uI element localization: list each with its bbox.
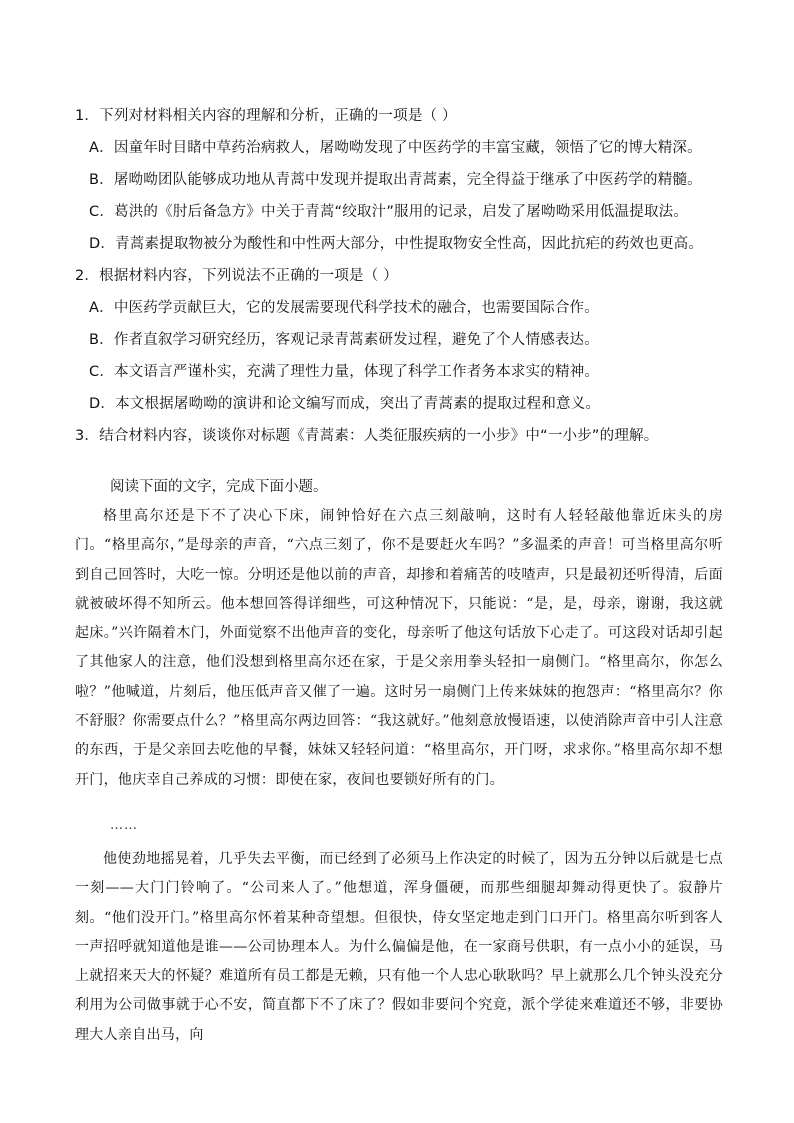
question-1 xyxy=(75,100,725,260)
passage-ellipsis: …… xyxy=(110,818,138,833)
option-c: C．葛洪的《肘后备急方》中关于青蒿“绞取汁”服用的记录，启发了屠呦呦采用低温提取法。 xyxy=(89,204,689,220)
option-d: D．本文根据屠呦呦的演讲和论文编写而成，突出了青蒿素的提取过程和意义。 xyxy=(89,396,601,412)
option-a: A．因童年时目睹中草药治病救人，屠呦呦发现了中医药学的丰富宝藏，领悟了它的博大精深。 xyxy=(89,140,702,156)
question-list xyxy=(75,100,725,452)
question-3 xyxy=(75,420,725,452)
option-b: B．屠呦呦团队能够成功地从青蒿中发现并提取出青蒿素，完全得益于继承了中医药学的精髓。 xyxy=(89,172,702,188)
passage-paragraph-1: 格里高尔还是下不了决心下床，闹钟恰好在六点三刻敲响，这时有人轻轻敲他靠近床头的房门。“格里高尔，”是母亲的声音，“六点三刻了，你不是要赶火车吗？”多温柔的声音！可当格里高尔听到自己回答时，大吃一惊。分明还是他以前的声音，却掺和着痛苦的吱喳声，只是最初还听得清，后面就被破坏得不知所云。他本想回答得详细些，可这种情况下，只能说：“是，是，母亲，谢谢，我这就起床。”兴许隔着木门，外面觉察不出他声音的变化，母亲听了他这句话放下心走了。可这段对话却引起了其他家人的注意，他们没想到格里高尔还在家，于是父亲用拳头轻扣一扇侧门。“格里高尔，你怎么啦？”他喊道，片刻后，他压低声音又催了一遍。这时另一扇侧门上传来妹妹的抱怨声：“格里高尔？你不舒服？你需要点什么？”格里高尔两边回答：“我这就好。”他刻意放慢语速，以使消除声音中引人注意的东西，于是父亲回去吃他的早餐，妹妹又轻轻问道：“格里高尔，开门呀，求求你。”格里高尔却不想开门，他庆幸自己养成的习惯：即使在家，夜间也要锁好所有的门。 xyxy=(75,508,723,788)
option-c: C．本文语言严谨朴实，充满了理性力量，体现了科学工作者务本求实的精神。 xyxy=(89,364,600,380)
question-stem: 3．结合材料内容，谈谈你对标题《青蒿素：人类征服疾病的一小步》中“一小步”的理解。 xyxy=(75,428,659,444)
question-2 xyxy=(75,260,725,420)
question-stem: 1．下列对材料相关内容的理解和分析，正确的一项是（ ） xyxy=(75,108,457,124)
option-d: D．青蒿素提取物被分为酸性和中性两大部分，中性提取物安全性高，因此抗疟的药效也更高。 xyxy=(89,236,704,252)
passage-paragraph-2: 他使劲地摇晃着，几乎失去平衡，而已经到了必须马上作决定的时候了，因为五分钟以后就是七点一刻——大门门铃响了。“公司来人了。”他想道，浑身僵硬，而那些细腿却舞动得更快了。寂静片刻。“他们没开门。”格里高尔怀着某种奇望想。但很快，侍女坚定地走到门口开门。格里高尔听到客人一声招呼就知道他是谁——公司协理本人。为什么偏偏是他，在一家商号供职，有一点小小的延误，马上就招来天大的怀疑？难道所有员工都是无赖，只有他一个人忠心耿耿吗？早上就那么几个钟头没充分利用为公司做事就于心不安，简直都下不了床了？假如非要问个究竟，派个学徒来难道还不够，非要协理大人亲自出马，向 xyxy=(75,851,723,1043)
question-stem: 2．根据材料内容，下列说法不正确的一项是（ ） xyxy=(75,268,398,284)
reading-instruction: 阅读下面的文字，完成下面小题。 xyxy=(110,479,328,495)
option-a: A．中医药学贡献巨大，它的发展需要现代科学技术的融合，也需要国际合作。 xyxy=(89,300,599,316)
option-b: B．作者直叙学习研究经历，客观记录青蒿素研发过程，避免了个人情感表达。 xyxy=(89,332,599,348)
